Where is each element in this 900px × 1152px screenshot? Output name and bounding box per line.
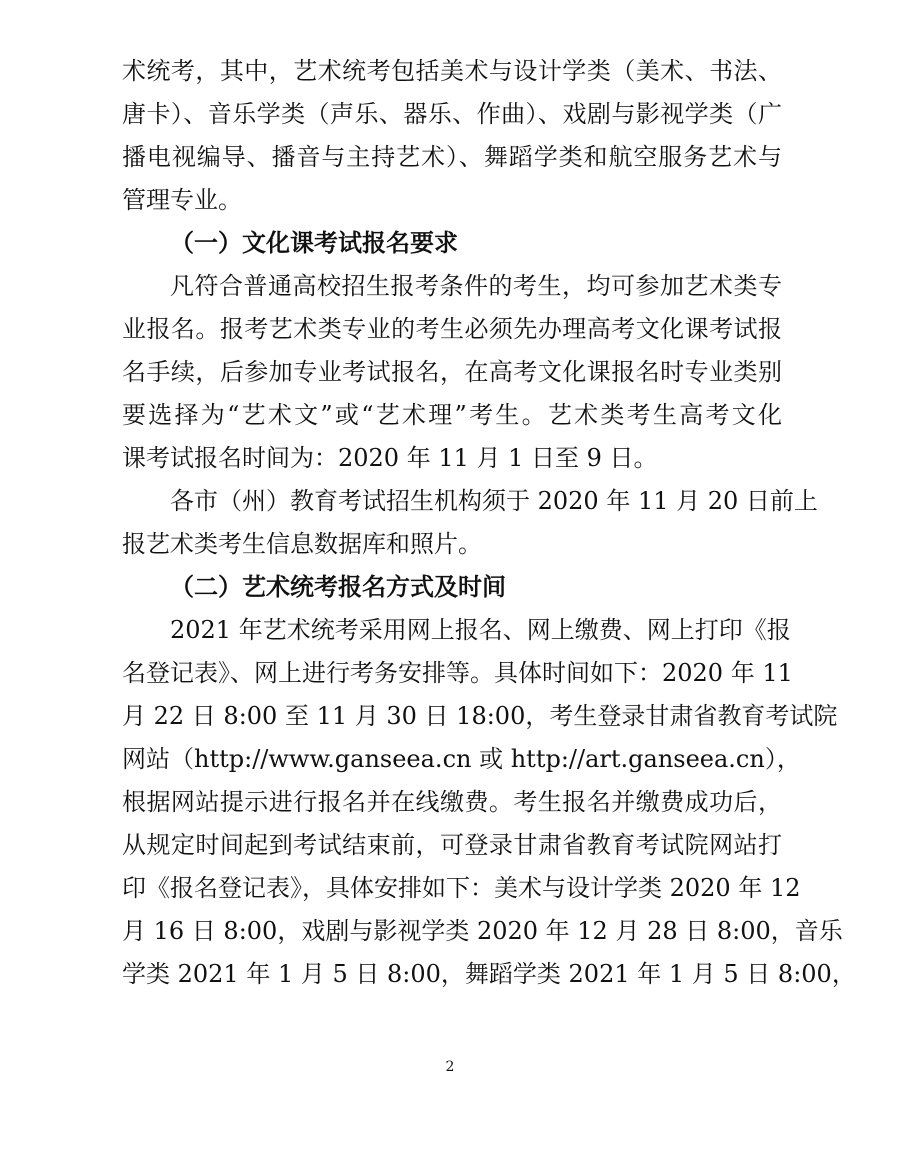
body-line-17: 网站（http://www.ganseea.cn 或 http://art.ganseea.cn），	[122, 745, 801, 773]
page-number: 2	[445, 1059, 455, 1075]
body-line-18: 根据网站提示进行报名并在线缴费。考生报名并缴费成功后，	[122, 788, 782, 816]
body-line-16: 月 22 日 8:00 至 11 月 30 日 18:00，考生登录甘肃省教育考试院	[122, 702, 838, 730]
body-line-10: 课考试报名时间为：2020 年 11 月 1 日至 9 日。	[122, 444, 658, 472]
body-line-9: 要选择为“艺术文”或“艺术理”考生。艺术类考生高考文化	[122, 401, 782, 429]
body-line-3: 播电视编导、播音与主持艺术）、舞蹈学类和航空服务艺术与	[122, 143, 782, 171]
section-heading-1: （一）文化课考试报名要求	[170, 228, 458, 257]
body-line-7: 业报名。报考艺术类专业的考生必须先办理高考文化课考试报	[122, 315, 782, 343]
body-line-12: 报艺术类考生信息数据库和照片。	[122, 530, 482, 558]
body-line-8: 名手续，后参加专业考试报名，在高考文化课报名时专业类别	[122, 358, 782, 386]
body-line-4: 管理专业。	[122, 186, 242, 214]
body-line-20: 印《报名登记表》，具体安排如下：美术与设计学类 2020 年 12	[122, 874, 801, 902]
body-line-22: 学类 2021 年 1 月 5 日 8:00，舞蹈学类 2021 年 1 月 5 日 8:00，	[122, 960, 856, 988]
body-line-1: 术统考，其中，艺术统考包括美术与设计学类（美术、书法、	[122, 57, 782, 85]
body-line-11: 各市（州）教育考试招生机构须于 2020 年 11 月 20 日前上	[170, 487, 818, 515]
body-line-2: 唐卡）、音乐学类（声乐、器乐、作曲）、戏剧与影视学类（广	[122, 100, 782, 128]
body-line-21: 月 16 日 8:00，戏剧与影视学类 2020 年 12 月 28 日 8:00，音乐	[122, 917, 843, 945]
section-heading-2: （二）艺术统考报名方式及时间	[170, 572, 506, 601]
body-line-19: 从规定时间起到考试结束前，可登录甘肃省教育考试院网站打	[122, 831, 782, 859]
body-line-15: 名登记表》、网上进行考务安排等。具体时间如下：2020 年 11	[122, 659, 793, 687]
body-line-14: 2021 年艺术统考采用网上报名、网上缴费、网上打印《报	[170, 616, 791, 644]
body-line-6: 凡符合普通高校招生报考条件的考生，均可参加艺术类专	[170, 272, 782, 300]
